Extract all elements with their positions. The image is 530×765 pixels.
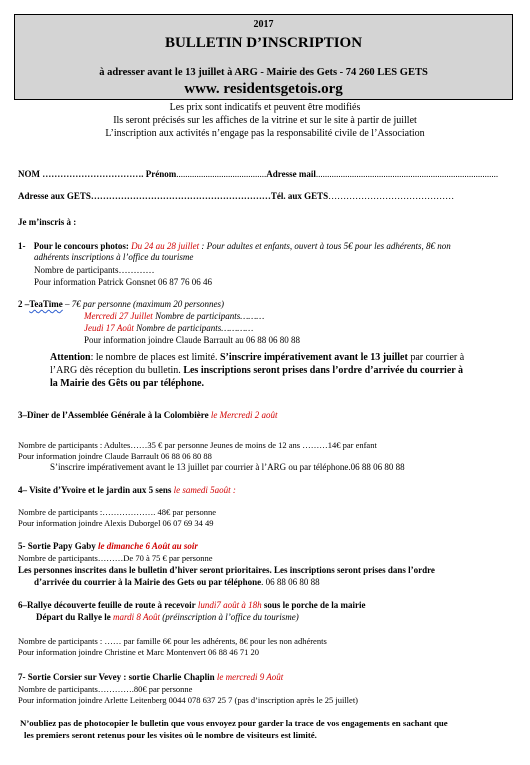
nom-label: NOM ……………………………. Prénom [18,169,177,179]
intro-line-3: L’inscription aux activités n’engage pas la responsabilité civile de l’Association [105,128,425,139]
s5-note-2-line [34,577,320,588]
attention-text-2b: Les inscriptions seront prises dans l’ordre d’arrivée du courrier à [183,365,464,376]
intro-line-2: Ils seront précisés sur les affiches de la vitrine et sur le site à partir de juillet [113,115,417,126]
s1-info: Pour information Patrick Gonsnet 06 87 76 06 46 [34,277,212,287]
s3-participants[interactable]: Nombre de participants : Adultes……35 € par personne Jeunes de moins de 12 ans ………14€ par enfant [18,440,377,450]
attention-label: Attention [50,352,91,363]
s2-date-2[interactable] [84,323,253,334]
s6-depart: Départ du Rallye le [36,612,111,622]
s5-note-1: Les personnes inscrites dans le bulletin d’hiver seront prioritaires. Les inscriptions seront prises dans l’ordre [18,565,435,575]
s2-d1: Mercredi 27 Juillet [84,311,153,321]
adresse-mail-dots: ................................................................................. [315,169,499,179]
s7-date: le mercredi 9 Août [216,672,284,682]
adresse-gets-field[interactable] [18,191,454,202]
s2-date-1[interactable] [84,311,264,322]
s1-title: Pour le concours photos: [33,241,129,251]
s1-participants[interactable]: Nombre de participants………… [34,265,155,275]
section-7-line [18,672,283,683]
s4-info: Pour information joindre Alexis Duborgel 06 07 69 34 49 [18,518,214,528]
s4-title: 4– Visite d’Yvoire et le jardin aux 5 sens [18,485,172,495]
year: 2017 [253,19,274,30]
s2-title: TeaTime [29,299,63,309]
s6-depart-line [36,612,299,623]
je-minscris: Je m’inscris à : [18,217,77,227]
section-1-line [18,241,451,252]
s7-participants[interactable]: Nombre de participants………….80€ par personne [18,684,193,694]
adresse-gets-label: Adresse aux GETS…………………………………………………… [18,191,271,201]
s3-date: le Mercredi 2 août [210,410,278,420]
attention-line-3: la Mairie des Gêts ou par téléphone. [50,378,204,389]
s7-info: Pour information joindre Arlette Leitenberg 0044 078 637 25 7 (pas d’inscription après le 25 juillet) [18,695,359,705]
s4-participants[interactable]: Nombre de participants :………………. 48€ par personne [18,507,217,517]
section-4-line [18,485,236,496]
section-6-line [18,600,365,611]
nom-dots: ........................................ [176,169,267,179]
footer-line-1: N’oubliez pas de photocopier le bulletin que vous envoyez pour garder la trace de vos engagements en sachant que [20,718,448,728]
attention-line-2 [50,365,463,377]
attention-text-2: l’ARG dès réception du bulletin. [50,365,181,376]
s6-title: 6–Rallye découverte feuille de route à recevoir [18,600,196,610]
section-3-line [18,410,277,421]
s5-note-2: d’arrivée du courrier à la Mairie des Gets ou par téléphone [34,577,262,587]
s6-depart-date: mardi 8 Août [113,612,161,622]
s5-title: 5- Sortie Papy Gaby [18,541,96,551]
s1-desc: : Pour adultes et enfants, ouvert à tous 5€ pour les adhérents, 8€ non [201,241,451,251]
s2-num: 2 – [18,299,30,309]
footer-line-2: les premiers seront retenus pour les visites où le nombre de visiteurs est limité. [24,730,317,740]
s2-d1-participants: Nombre de participants……… [155,311,265,321]
tel-label: Tél. aux GETS [270,191,329,201]
document-title: BULLETIN D’INSCRIPTION [164,35,363,51]
section-2-line [18,299,224,310]
s1-num: 1- [18,241,26,251]
s2-d2-participants: Nombre de participants………… [136,323,254,333]
s1-desc-2: adhérents inscriptions à l’office du tourisme [34,252,194,262]
s3-note: S’inscrire impérativement avant le 13 juillet par courrier à l’ARG ou par téléphone.06 88 06 80 88 [50,462,405,472]
s6-date: lundi7 août à 18h [197,600,262,610]
s2-d2: Jeudi 17 Août [84,323,134,333]
s5-date: le dimanche 6 Août au soir [98,541,198,551]
s2-info: Pour information joindre Claude Barrault au 06 88 06 80 88 [84,335,300,345]
nom-field[interactable] [18,169,498,180]
s6-participants[interactable]: Nombre de participants : …… par famille 6€ pour les adhérents, 8€ pour les non adhérents [18,636,327,646]
s3-title: 3–Dîner de l’Assemblée Générale à la Colombière [18,410,209,420]
attention-text-1c: par courrier à [410,352,465,363]
header-box [14,14,513,100]
s4-date: le samedi 5août : [173,485,236,495]
attention-text-1: : le nombre de places est limité. [90,352,218,363]
s6-info: Pour information joindre Christine et Marc Montenvert 06 88 46 71 20 [18,647,260,657]
s5-note-2b: . 06 88 06 80 88 [261,577,320,587]
s2-price: – 7€ par personne (maximum 20 personnes) [65,299,224,309]
s6-depart-note: (préinscription à l’office du tourisme) [162,612,299,622]
s1-dates: Du 24 au 28 juillet [131,241,200,251]
attention-line-1 [50,352,464,364]
s7-title: 7- Sortie Corsier sur Vevey : sortie Charlie Chaplin [18,672,215,682]
s3-info: Pour information joindre Claude Barrault 06 88 06 80 88 [18,451,212,461]
intro-line-1: Les prix sont indicatifs et peuvent être modifiés [169,102,361,113]
address-line: à adresser avant le 13 juillet à ARG - Mairie des Gets - 74 260 LES GETS [99,67,428,78]
section-5-line [18,541,198,552]
tel-dots: …………………………………… [328,191,455,201]
attention-text-1b: S’inscrire impérativement avant le 13 juillet [219,352,408,363]
s5-participants[interactable]: Nombre de participants………De 70 à 75 € par personne [18,553,213,563]
adresse-mail-label: Adresse mail [266,169,316,179]
s6-title-2: sous le porche de la mairie [263,600,366,610]
website[interactable]: www. residentsgetois.org [184,81,343,97]
